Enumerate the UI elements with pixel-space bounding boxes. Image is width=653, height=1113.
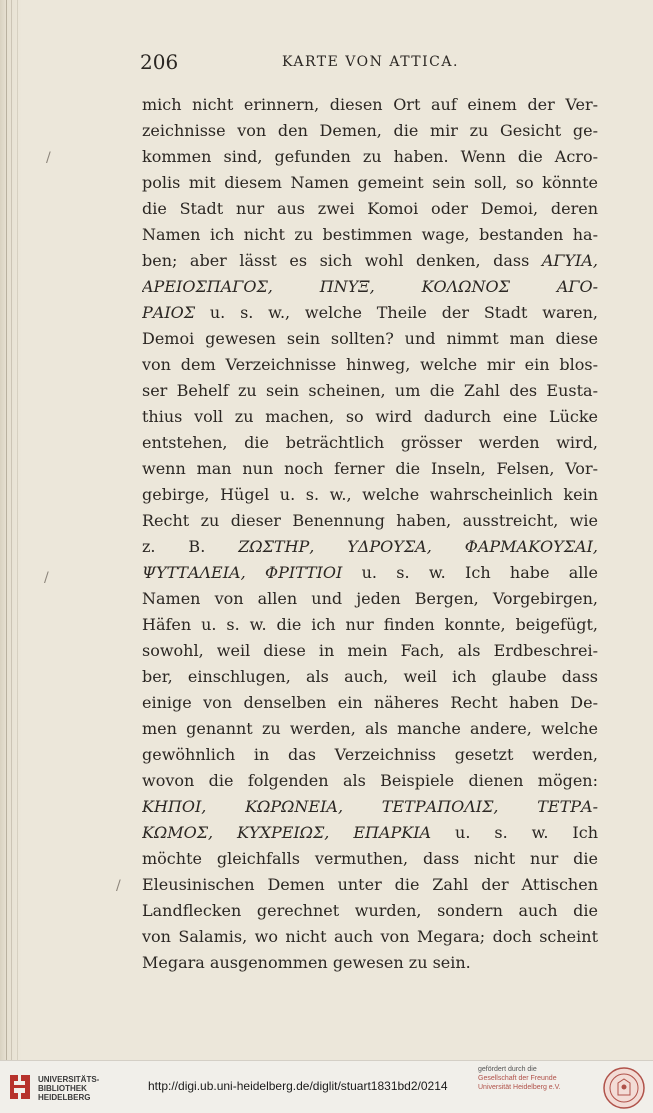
sponsor-intro: gefördert durch die (478, 1066, 537, 1073)
text-line (142, 924, 598, 950)
university-library-logo-icon[interactable] (8, 1073, 32, 1101)
text-run: Häfen u. s. w. die ich nur finden konnte, beigefügt, (142, 615, 598, 634)
greek-place-name: ΡΑΙΟΣ (142, 303, 196, 322)
label-line: Universität Heidelberg e.V. (478, 1084, 561, 1091)
margin-speck: / (46, 150, 51, 166)
text-run: möchte gleichfalls vermuthen, dass nicht nur die (142, 849, 598, 868)
text-run: Demoi gewesen sein sollten? und nimmt man diese (142, 329, 598, 348)
greek-place-name: ΑΓΥΙΑ, (541, 251, 598, 270)
text-line (142, 92, 598, 118)
text-line (142, 664, 598, 690)
text-line (142, 378, 598, 404)
text-line (142, 768, 598, 794)
text-run: wovon die folgenden als Beispiele dienen mögen: (142, 771, 598, 790)
text-line (142, 118, 598, 144)
margin-speck: / (44, 570, 49, 586)
label-line: UNIVERSITÄTS- (38, 1075, 100, 1084)
text-line (142, 508, 598, 534)
digital-library-footer (0, 1060, 653, 1113)
greek-place-name: ΚΩΜΟΣ, ΚΥΧΡΕΙΩΣ, ΕΠΑΡΚΙΑ (142, 823, 432, 842)
page-edge-line (6, 0, 7, 1060)
text-run: mich nicht erinnern, diesen Ort auf einem der Ver- (142, 95, 598, 114)
greek-place-name: ΖΩΣΤΗΡ, ΥΔΡΟΥΣΑ, ΦΑΡΜΑΚΟΥΣΑΙ, (238, 537, 598, 556)
text-run: u. s. w., welche Theile der Stadt waren, (195, 303, 598, 322)
text-run: einige von denselben ein näheres Recht haben De- (142, 693, 598, 712)
text-line (142, 352, 598, 378)
page-header (140, 50, 600, 76)
label-line: BIBLIOTHEK (38, 1084, 87, 1093)
page-number: 206 (140, 50, 179, 74)
library-name (38, 1075, 99, 1102)
text-line (142, 690, 598, 716)
text-line (142, 482, 598, 508)
text-run: gebirge, Hügel u. s. w., welche wahrscheinlich kein (142, 485, 598, 504)
text-line (142, 794, 598, 820)
text-run: men genannt zu werden, als manche andere, welche (142, 719, 598, 738)
text-line (142, 456, 598, 482)
text-line (142, 638, 598, 664)
text-line (142, 430, 598, 456)
text-line (142, 222, 598, 248)
text-line (142, 170, 598, 196)
text-run: ben; aber lässt es sich wohl denken, dass (142, 251, 542, 270)
text-run: wenn man nun noch ferner die Inseln, Felsen, Vor- (142, 459, 598, 478)
text-line (142, 742, 598, 768)
page-edge-line (11, 0, 12, 1060)
sponsor-name (478, 1074, 561, 1092)
page-edge-line (17, 0, 18, 1060)
label-line: Gesellschaft der Freunde (478, 1075, 557, 1082)
text-run: entstehen, die beträchtlich grösser werden wird, (142, 433, 598, 452)
text-run: Eleusinischen Demen unter die Zahl der Attischen (142, 875, 598, 894)
sponsor-credit (478, 1065, 561, 1092)
text-line (142, 846, 598, 872)
text-run: sowohl, weil diese in mein Fach, als Erdbeschrei- (142, 641, 598, 660)
text-run: thius voll zu machen, so wird dadurch eine Lücke (142, 407, 598, 426)
text-line (142, 274, 598, 300)
permalink-url[interactable]: http://digi.ub.uni-heidelberg.de/diglit/stuart1831bd2/0214 (148, 1079, 448, 1093)
text-run: zeichnisse von den Demen, die mir zu Gesicht ge- (142, 121, 598, 140)
running-title: KARTE VON ATTICA. (282, 54, 459, 70)
text-line (142, 586, 598, 612)
greek-place-name: ΨΥΤΤΑΛΕΙΑ, ΦΡΙΤΤΙΟΙ (142, 563, 343, 582)
label-line: HEIDELBERG (38, 1093, 91, 1102)
text-line (142, 872, 598, 898)
text-run: u. s. w. Ich (431, 823, 598, 842)
greek-place-name: ΑΡΕΙΟΣΠΑΓΟΣ, ΠΝΥΞ, ΚΟΛΩΝΟΣ ΑΓΟ- (142, 277, 598, 296)
text-run: Megara ausgenommen gewesen zu sein. (142, 953, 471, 972)
text-run: u. s. w. Ich habe alle (342, 563, 598, 582)
text-line (142, 404, 598, 430)
text-run: kommen sind, gefunden zu haben. Wenn die Acro- (142, 147, 598, 166)
text-line (142, 534, 598, 560)
text-run: z. B. (142, 537, 239, 556)
text-run: Namen von allen und jeden Bergen, Vorgebirgen, (142, 589, 598, 608)
text-line (142, 144, 598, 170)
text-line (142, 612, 598, 638)
text-line (142, 196, 598, 222)
text-run: Namen ich nicht zu bestimmen wage, bestanden ha- (142, 225, 598, 244)
text-run: von Salamis, wo nicht auch von Megara; doch scheint (142, 927, 598, 946)
text-run: Recht zu dieser Benennung haben, ausstreicht, wie (142, 511, 598, 530)
text-line (142, 898, 598, 924)
university-seal-icon[interactable] (603, 1067, 645, 1109)
text-run: gewöhnlich in das Verzeichniss gesetzt werden, (142, 745, 598, 764)
margin-speck: / (116, 878, 121, 894)
text-line (142, 300, 598, 326)
text-run: ser Behelf zu sein scheinen, um die Zahl des Eusta- (142, 381, 598, 400)
text-run: die Stadt nur aus zwei Komoi oder Demoi, deren (142, 199, 598, 218)
text-run: von dem Verzeichnisse hinweg, welche mir ein blos- (142, 355, 598, 374)
text-line (142, 326, 598, 352)
text-line (142, 716, 598, 742)
greek-place-name: ΚΗΠΟΙ, ΚΩΡΩΝΕΙΑ, ΤΕΤΡΑΠΟΛΙΣ, ΤΕΤΡΑ- (142, 797, 598, 816)
text-line (142, 950, 598, 976)
body-text (142, 92, 598, 976)
text-line (142, 820, 598, 846)
text-run: Landflecken gerechnet wurden, sondern auch die (142, 901, 598, 920)
text-line (142, 560, 598, 586)
text-run: polis mit diesem Namen gemeint sein soll, so könnte (142, 173, 598, 192)
text-line (142, 248, 598, 274)
text-run: ber, einschlugen, als auch, weil ich glaube dass (142, 667, 598, 686)
